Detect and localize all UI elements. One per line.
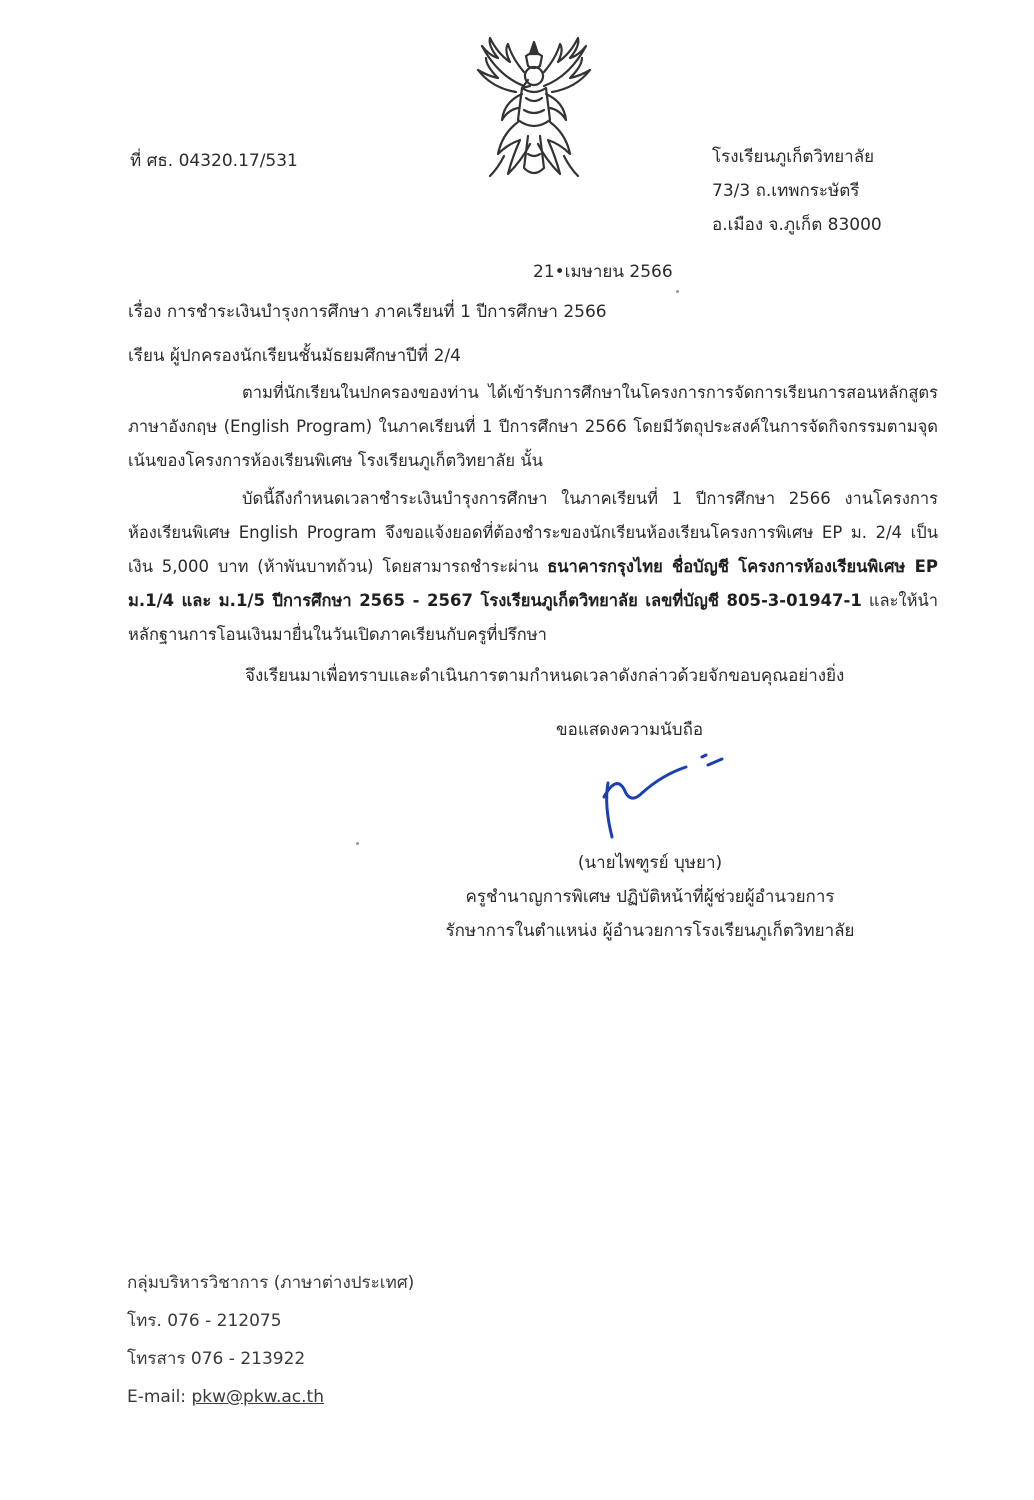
body-paragraph-2-tail: และให้นำหลักฐานการโอนเงินมายื่นในวันเปิดภาคเรียนกับครูที่ปรึกษา <box>128 591 938 644</box>
signature-block <box>380 846 920 948</box>
body-paragraph-1 <box>128 376 938 478</box>
footer-department: กลุ่มบริหารวิชาการ (ภาษาต่างประเทศ) <box>127 1273 415 1293</box>
letter-subject: เรื่อง การชำระเงินบำรุงการศึกษา ภาคเรียนที่ 1 ปีการศึกษา 2566 <box>128 302 607 322</box>
body-paragraph-2-text: บัดนี้ถึงกำหนดเวลาชำระเงินบำรุงการศึกษา ในภาคเรียนที่ 1 ปีการศึกษา 2566 งานโครงการห้องเรียนพิเศษ English Program จึงขอแจ้งยอดที่ต้องชำระของนักเรียนห้องเรียนโครงการพิเศษ EP ม. 2/4 เป็นเงิน 5,000 บาท (ห้าพันบาทถ้วน) โดยสามารถชำระผ่าน <box>128 489 938 576</box>
signer-name: (นายไพฑูรย์ บุษยา) <box>577 853 723 873</box>
sender-address-line-1: โรงเรียนภูเก็ตวิทยาลัย <box>712 147 875 167</box>
signer-acting-position: รักษาการในตำแหน่ง ผู้อำนวยการโรงเรียนภูเก็ตวิทยาลัย <box>445 921 855 941</box>
body-paragraph-2 <box>128 482 938 652</box>
sender-address-line-3: อ.เมือง จ.ภูเก็ต 83000 <box>712 215 882 235</box>
signature-icon <box>590 745 730 845</box>
bank-account-details: ธนาคารกรุงไทย ชื่อบัญชี โครงการห้องเรียนพิเศษ EP ม.1/4 และ ม.1/5 ปีการศึกษา 2565 - 2567 โรงเรียนภูเก็ตวิทยาลัย เลขที่บัญชี 805-3-01947-1 <box>128 557 938 610</box>
footer-phone: โทร. 076 - 212075 <box>127 1311 282 1331</box>
footer-email-link[interactable]: pkw@pkw.ac.th <box>191 1387 324 1407</box>
closing-sentence: จึงเรียนมาเพื่อทราบและดำเนินการตามกำหนดเวลาดังกล่าวด้วยจักขอบคุณอย่างยิ่ง <box>245 666 845 686</box>
sender-address-line-2: 73/3 ถ.เทพกระษัตรี <box>712 181 860 201</box>
regards: ขอแสดงความนับถือ <box>556 720 704 740</box>
footer-email-label: E-mail: <box>127 1387 192 1407</box>
signer-title: ครูชำนาญการพิเศษ ปฏิบัติหน้าที่ผู้ช่วยผู้อำนวยการ <box>465 887 835 907</box>
garuda-emblem-icon <box>468 36 600 186</box>
footer-fax: โทรสาร 076 - 213922 <box>127 1349 306 1369</box>
footer-email-line <box>127 1378 414 1416</box>
letter-recipient: เรียน ผู้ปกครองนักเรียนชั้นมัธยมศึกษาปีที่ 2/4 <box>128 346 461 366</box>
footer-contact <box>127 1264 414 1416</box>
body-paragraph-1-text: ตามที่นักเรียนในปกครองของท่าน ได้เข้ารับการศึกษาในโครงการการจัดการเรียนการสอนหลักสูตรภาษาอังกฤษ (English Program) ในภาคเรียนที่ 1 ปีการศึกษา 2566 โดยมีวัตถุประสงค์ในการจัดกิจกรรมตามจุดเน้นของโครงการห้องเรียนพิเศษ โรงเรียนภูเก็ตวิทยาลัย นั้น <box>128 383 938 470</box>
reference-number: ที่ ศธ. 04320.17/531 <box>130 151 298 171</box>
letter-date: 21•เมษายน 2566 <box>533 262 673 282</box>
